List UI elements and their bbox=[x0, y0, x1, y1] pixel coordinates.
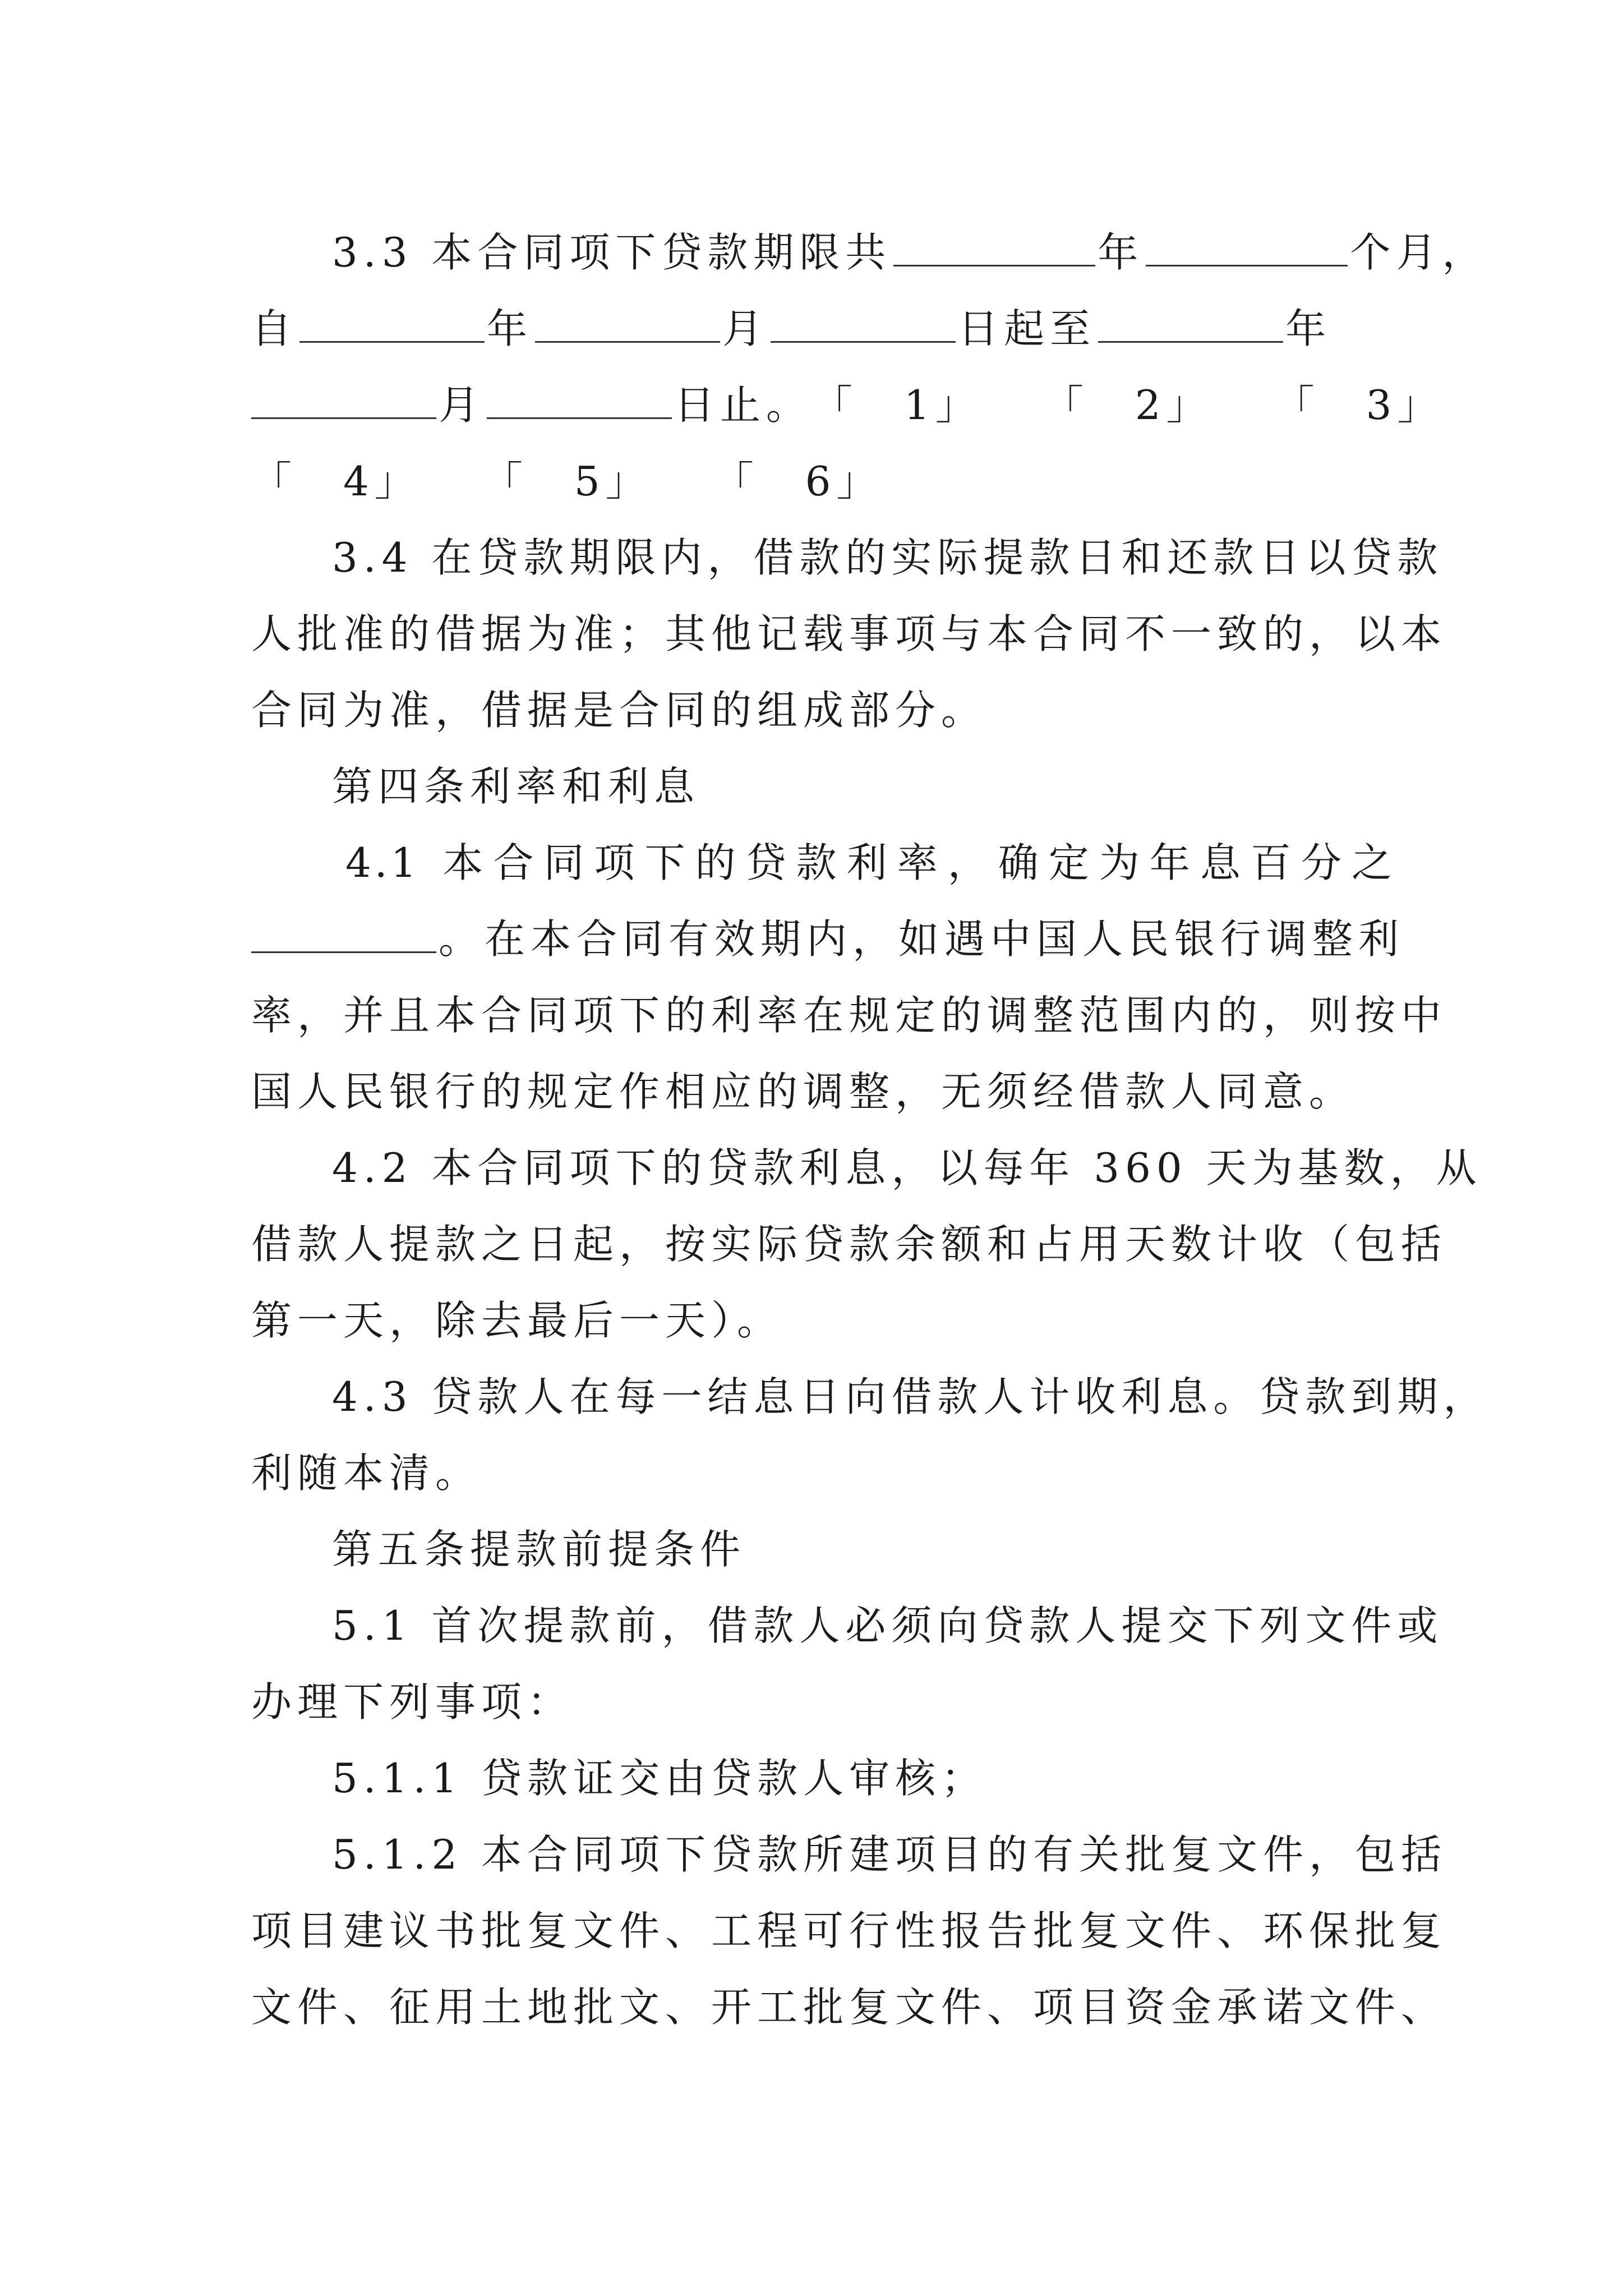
clause-3-4-line-1: 3.4 在贷款期限内，借款的实际提款日和还款日以贷款 bbox=[332, 534, 1444, 581]
clause-5-1-line-1: 5.1 首次提款前，借款人必须向贷款人提交下列文件或 bbox=[332, 1602, 1444, 1649]
clause-4-1-line-4: 国人民银行的规定作相应的调整，无须经借款人同意。 bbox=[251, 1068, 1355, 1115]
interest-rate-blank bbox=[251, 914, 436, 953]
footnote-ref-1: 「 1」 bbox=[812, 381, 981, 429]
clause-4-1-line-2: 。在本合同有效期内，如遇中国人民银行调整利 bbox=[251, 901, 1395, 977]
start-month-blank bbox=[535, 304, 720, 343]
clause-5-1-2-line-1: 5.1.2 本合同项下贷款所建项目的有关批复文件，包括 bbox=[332, 1831, 1447, 1878]
clause-3-3-line-3: 月 日止。「 1」 「 2」 「 3」 bbox=[251, 367, 1395, 443]
footnote-ref-2: 「 2」 bbox=[1043, 381, 1212, 429]
clause-3-4-line-2: 人批准的借据为准；其他记载事项与本合同不一致的，以本 bbox=[251, 610, 1447, 657]
clause-4-2-line-3: 第一天，除去最后一天）。 bbox=[251, 1297, 783, 1344]
start-day-blank bbox=[771, 304, 956, 343]
clause-4-1-line-1: 4.1 本合同项下的贷款利率，确定为年息百分之 bbox=[345, 839, 1395, 886]
footnote-ref-4: 「 4」 bbox=[251, 458, 421, 505]
clause-4-3-line-2: 利随本清。 bbox=[251, 1450, 482, 1497]
footnote-ref-5: 「 5」 bbox=[482, 458, 652, 505]
footnote-ref-3: 「 3」 bbox=[1274, 381, 1444, 429]
loan-term-years-blank bbox=[893, 228, 1095, 266]
clause-3-3-line-1: 3.3 本合同项下贷款期限共 年 个月， bbox=[332, 229, 1488, 276]
footnote-ref-6: 「 6」 bbox=[713, 458, 883, 505]
clause-4-2-line-2: 借款人提款之日起，按实际贷款余额和占用天数计收（包括 bbox=[251, 1221, 1447, 1268]
document-page bbox=[251, 214, 1490, 2045]
clause-5-1-2-line-3: 文件、征用土地批文、开工批复文件、项目资金承诺文件、 bbox=[251, 1984, 1447, 2031]
clause-5-1-2-line-2: 项目建议书批复文件、工程可行性报告批复文件、环保批复 bbox=[251, 1907, 1447, 1954]
clause-3-4-line-3: 合同为准，借据是合同的组成部分。 bbox=[251, 687, 988, 734]
end-year-blank bbox=[1098, 304, 1283, 343]
clause-5-1-line-2: 办理下列事项： bbox=[251, 1678, 574, 1726]
loan-term-months-blank bbox=[1146, 228, 1348, 266]
start-year-blank bbox=[299, 304, 485, 343]
clause-4-2-line-1: 4.2 本合同项下的贷款利息，以每年 360 天为基数，从 bbox=[332, 1144, 1482, 1191]
clause-3-3-line-4 bbox=[251, 443, 1395, 519]
clause-5-1-1: 5.1.1 贷款证交由贷款人审核； bbox=[332, 1755, 988, 1802]
article-5-heading: 第五条提款前提条件 bbox=[332, 1526, 746, 1573]
clause-4-3-line-1: 4.3 贷款人在每一结息日向借款人计收利息。贷款到期， bbox=[332, 1373, 1490, 1420]
end-month-blank bbox=[251, 380, 436, 419]
article-4-heading: 第四条利率和利息 bbox=[332, 763, 700, 810]
clause-4-1-line-3: 率，并且本合同项下的利率在规定的调整范围内的，则按中 bbox=[251, 992, 1447, 1039]
clause-3-3-line-2: 自 年 月 日起至 年 bbox=[251, 305, 1332, 352]
end-day-blank bbox=[487, 380, 672, 419]
